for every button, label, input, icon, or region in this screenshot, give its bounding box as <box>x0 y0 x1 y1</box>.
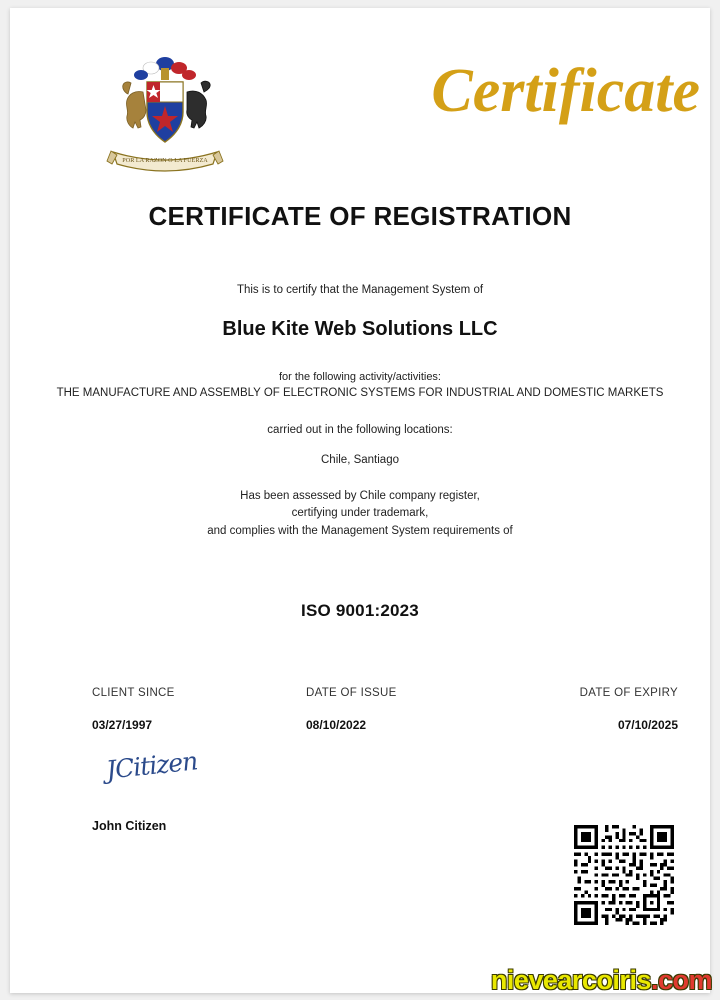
locations-label: carried out in the following locations: <box>267 423 453 436</box>
activity-label: for the following activity/activities: <box>278 371 441 383</box>
locations-text: Chile, Santiago <box>321 453 399 466</box>
assessment-line-3: and complies with the Management System requirements of <box>207 525 513 538</box>
client-since-value: 03/27/1997 <box>92 717 153 732</box>
qr-code-icon <box>574 825 674 925</box>
client-since-label: CLIENT SINCE <box>92 686 175 699</box>
signatory-name: John Citizen <box>92 818 167 833</box>
standard-name: ISO 9001:2023 <box>301 600 419 620</box>
assessment-line-2: certifying under trademark, <box>291 507 429 520</box>
svg-text:POR LA RAZON O LA FUERZA: POR LA RAZON O LA FUERZA <box>122 157 208 164</box>
client-since-column <box>92 687 175 732</box>
dates-row <box>10 687 710 747</box>
watermark-name: nievearcoiris <box>490 965 651 995</box>
activity-text: THE MANUFACTURE AND ASSEMBLY OF ELECTRONIC SYSTEMS FOR INDUSTRIAL AND DOMESTIC MARKETS <box>56 387 664 399</box>
company-name: Blue Kite Web Solutions LLC <box>222 318 498 340</box>
site-watermark <box>491 965 712 996</box>
lead-text: This is to certify that the Management System of <box>236 284 484 296</box>
watermark-tld: .com <box>650 965 712 995</box>
chile-coat-of-arms-icon <box>95 48 235 178</box>
certificate-page <box>10 8 710 993</box>
certificate-wordmark: Certificate <box>431 57 700 125</box>
certificate-header <box>10 8 710 183</box>
date-of-issue-column <box>306 687 397 732</box>
assessment-line-1: Has been assessed by Chile company register, <box>240 489 480 502</box>
assessment-statement <box>10 488 710 541</box>
signature-mark: JCitizen <box>104 746 199 785</box>
date-of-expiry-value: 07/10/2025 <box>617 717 678 732</box>
date-of-expiry-label: DATE OF EXPIRY <box>579 686 678 699</box>
page-title: CERTIFICATE OF REGISTRATION <box>148 201 572 231</box>
date-of-issue-value: 08/10/2022 <box>306 717 367 732</box>
date-of-expiry-column <box>580 687 678 732</box>
date-of-issue-label: DATE OF ISSUE <box>306 686 397 699</box>
certificate-body <box>10 284 710 621</box>
